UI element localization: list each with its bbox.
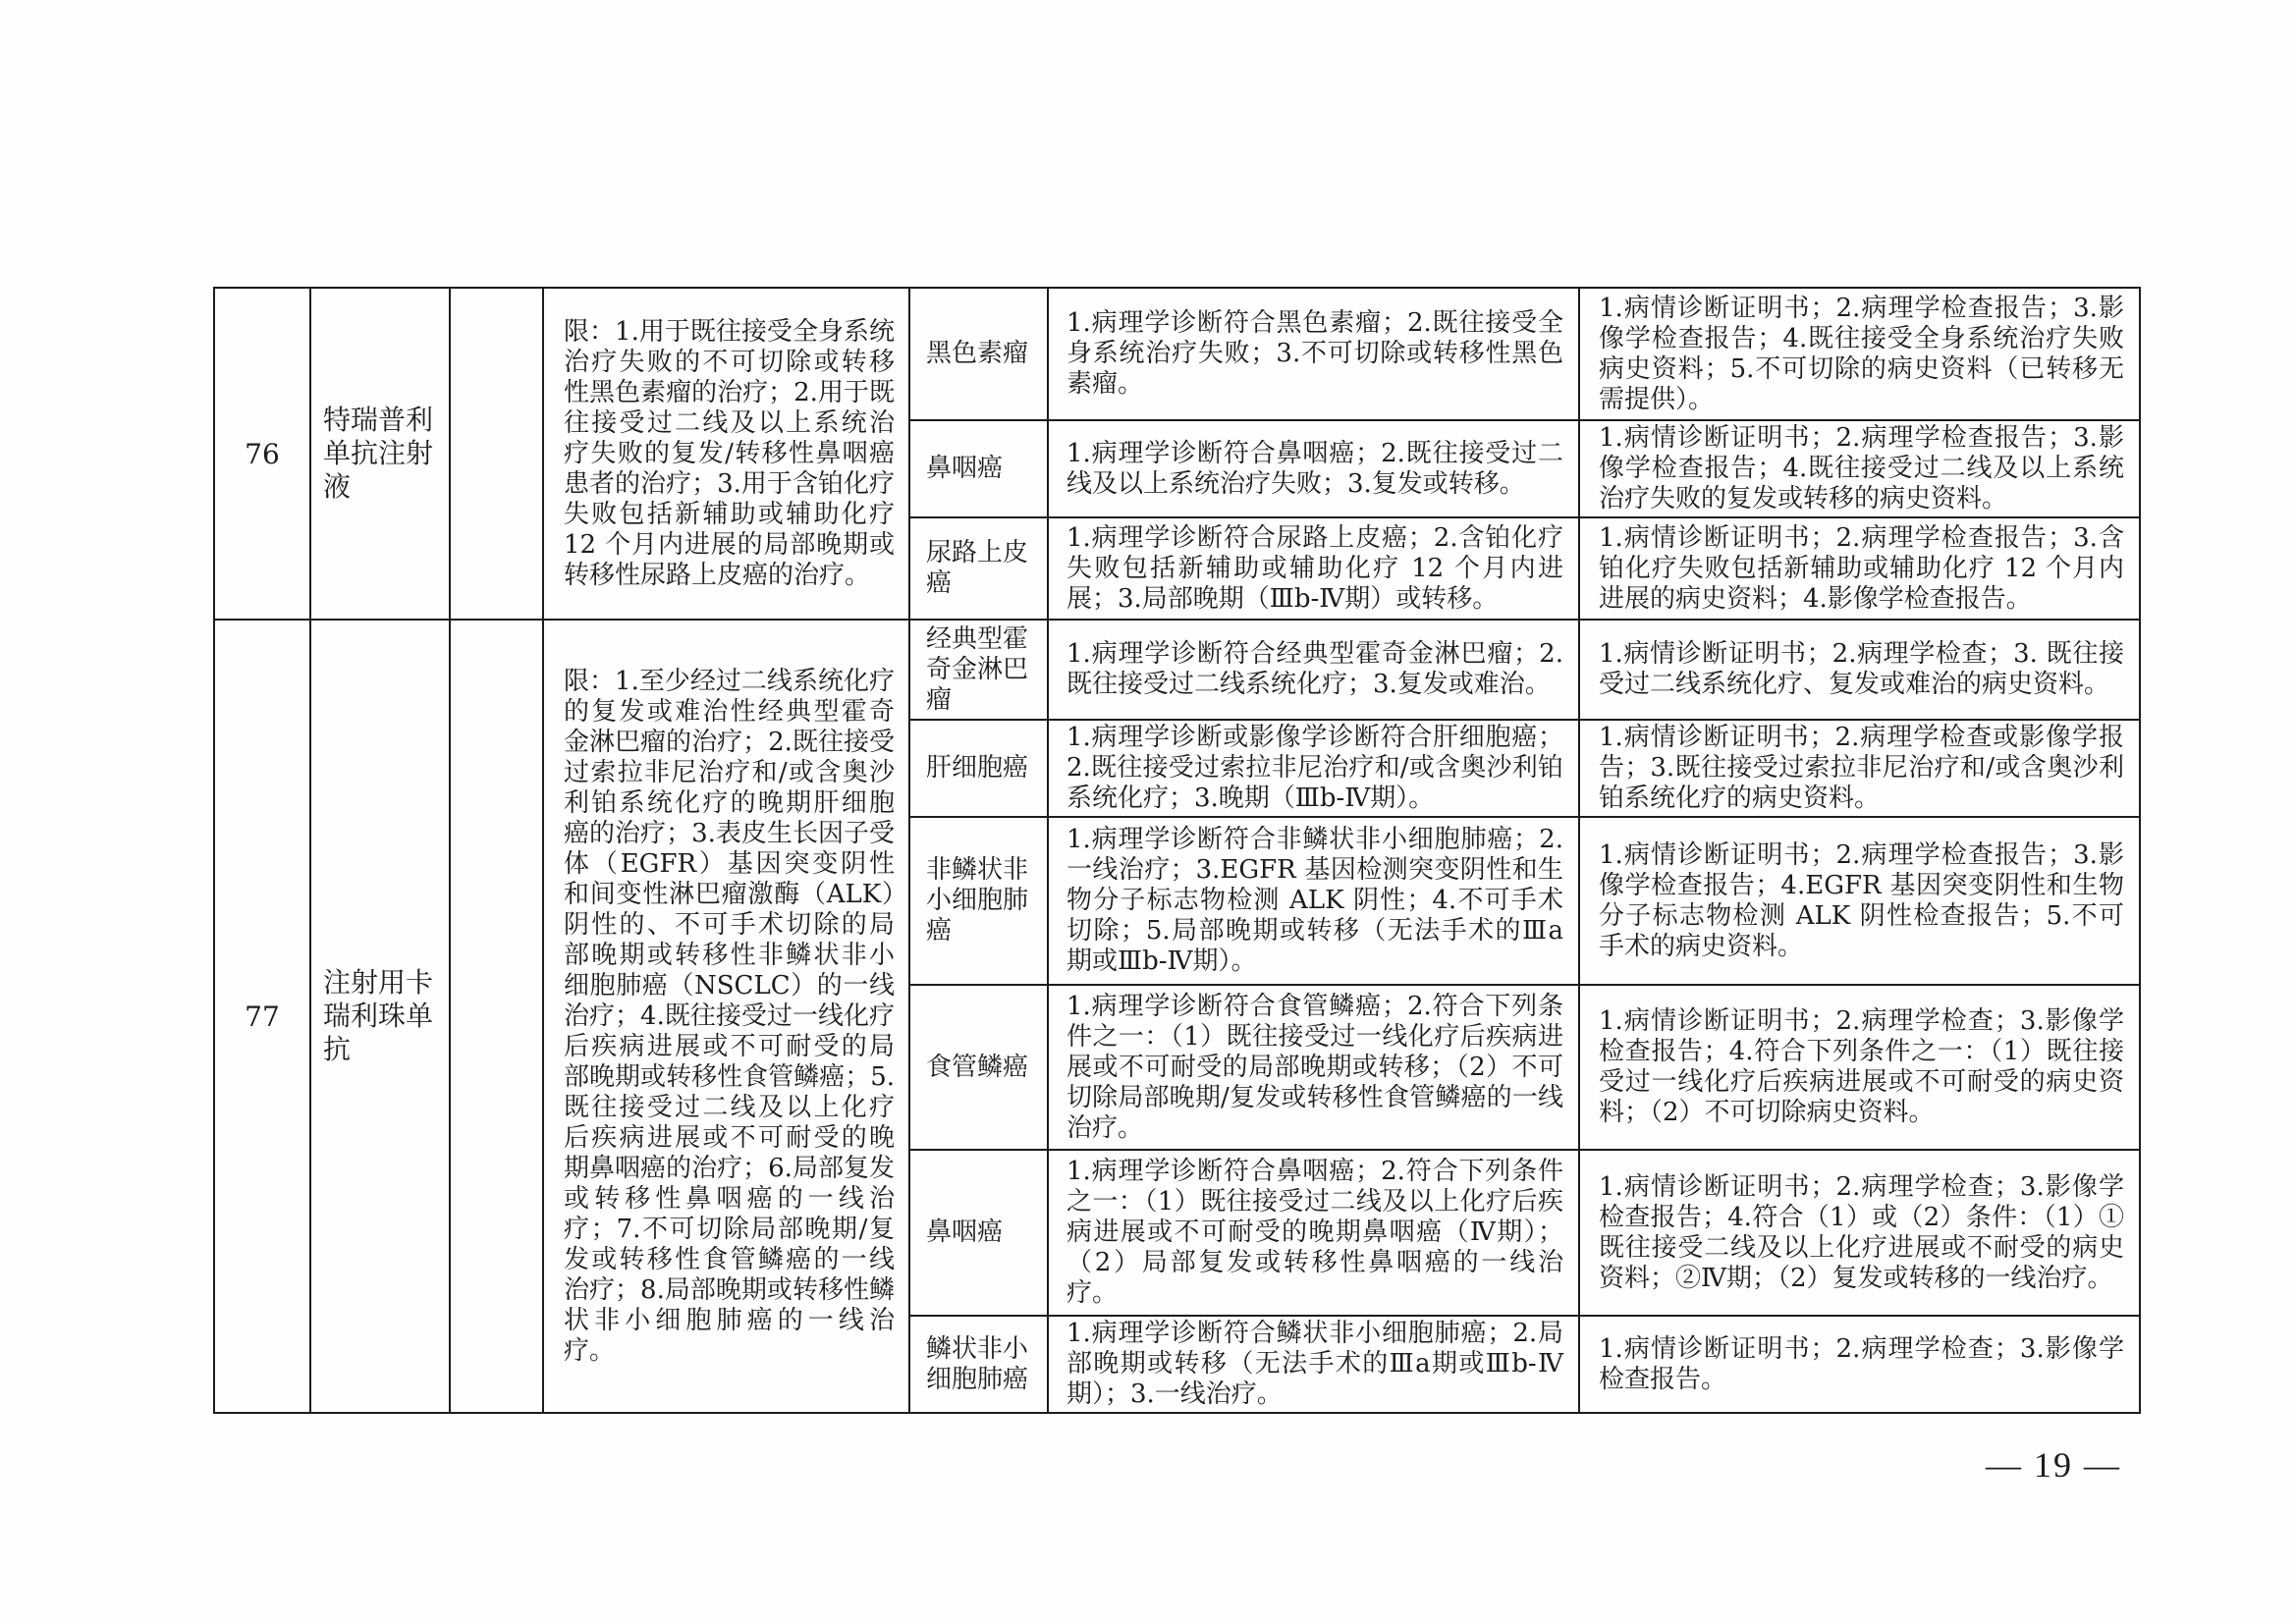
table-row bbox=[214, 288, 2140, 420]
materials-text: 1.病情诊断证明书；2.病理学检查；3.影像学检查报告；4.符合（1）或（2）条件：（1）①既往接受二线及以上化疗进展或不耐受的病史资料；②Ⅳ期；（2）复发或转移的一线治疗。 bbox=[1579, 1150, 2140, 1316]
indication-name: 尿路上皮癌 bbox=[909, 517, 1048, 620]
indication-name: 非鳞状非小细胞肺癌 bbox=[909, 817, 1048, 985]
table-row bbox=[214, 620, 2140, 720]
blank-cell bbox=[450, 288, 543, 620]
indication-name: 鳞状非小细胞肺癌 bbox=[909, 1316, 1048, 1413]
materials-text: 1.病情诊断证明书；2.病理学检查报告；3.影像学检查报告；4.既往接受全身系统治疗失败病史资料；5.不可切除的病史资料（已转移无需提供）。 bbox=[1579, 288, 2140, 420]
criteria-text: 1.病理学诊断符合经典型霍奇金淋巴瘤；2.既往接受过二线系统化疗；3.复发或难治。 bbox=[1048, 620, 1579, 720]
row-number: 77 bbox=[214, 620, 310, 1413]
materials-text: 1.病情诊断证明书；2.病理学检查；3.影像学检查报告。 bbox=[1579, 1316, 2140, 1413]
indication-name: 鼻咽癌 bbox=[909, 1150, 1048, 1316]
criteria-text: 1.病理学诊断符合鼻咽癌；2.既往接受过二线及以上系统治疗失败；3.复发或转移。 bbox=[1048, 420, 1579, 517]
indication-name: 肝细胞癌 bbox=[909, 720, 1048, 817]
indication-name: 经典型霍奇金淋巴瘤 bbox=[909, 620, 1048, 720]
drug-table bbox=[213, 287, 2141, 1414]
materials-text: 1.病情诊断证明书；2.病理学检查；3. 既往接受过二线系统化疗、复发或难治的病史资料。 bbox=[1579, 620, 2140, 720]
materials-text: 1.病情诊断证明书；2.病理学检查报告；3.含铂化疗失败包括新辅助或辅助化疗 12 个月内进展的病史资料；4.影像学检查报告。 bbox=[1579, 517, 2140, 620]
restriction-text: 限：1.至少经过二线系统化疗的复发或难治性经典型霍奇金淋巴瘤的治疗；2.既往接受过索拉非尼治疗和/或含奥沙利铂系统化疗的晚期肝细胞癌的治疗；3.表皮生长因子受体（EGFR）基因突变阴性和间变性淋巴瘤激酶（ALK）阴性的、不可手术切除的局部晚期或转移性非鳞状非小细胞肺癌（NSCLC）的一线治疗；4.既往接受过一线化疗后疾病进展或不可耐受的局部晚期或转移性食管鳞癌；5.既往接受过二线及以上化疗后疾病进展或不可耐受的晚期鼻咽癌的治疗；6.局部复发或转移性鼻咽癌的一线治疗；7.不可切除局部晚期/复发或转移性食管鳞癌的一线治疗；8.局部晚期或转移性鳞状非小细胞肺癌的一线治疗。 bbox=[543, 620, 909, 1413]
indication-name: 鼻咽癌 bbox=[909, 420, 1048, 517]
criteria-text: 1.病理学诊断符合尿路上皮癌；2.含铂化疗失败包括新辅助或辅助化疗 12 个月内进展；3.局部晚期（Ⅲb-Ⅳ期）或转移。 bbox=[1048, 517, 1579, 620]
drug-name: 注射用卡瑞利珠单抗 bbox=[310, 620, 450, 1413]
indication-name: 食管鳞癌 bbox=[909, 985, 1048, 1150]
criteria-text: 1.病理学诊断符合鳞状非小细胞肺癌；2.局部晚期或转移（无法手术的Ⅲa期或Ⅲb-Ⅳ期）；3.一线治疗。 bbox=[1048, 1316, 1579, 1413]
criteria-text: 1.病理学诊断符合黑色素瘤；2.既往接受全身系统治疗失败；3.不可切除或转移性黑色素瘤。 bbox=[1048, 288, 1579, 420]
criteria-text: 1.病理学诊断符合食管鳞癌；2.符合下列条件之一：（1）既往接受过一线化疗后疾病进展或不可耐受的局部晚期或转移；（2）不可切除局部晚期/复发或转移性食管鳞癌的一线治疗。 bbox=[1048, 985, 1579, 1150]
materials-text: 1.病情诊断证明书；2.病理学检查；3.影像学检查报告；4.符合下列条件之一：（1）既往接受过一线化疗后疾病进展或不可耐受的病史资料；（2）不可切除病史资料。 bbox=[1579, 985, 2140, 1150]
criteria-text: 1.病理学诊断或影像学诊断符合肝细胞癌；2.既往接受过索拉非尼治疗和/或含奥沙利铂系统化疗；3.晚期（Ⅲb-Ⅳ期）。 bbox=[1048, 720, 1579, 817]
restriction-text: 限：1.用于既往接受全身系统治疗失败的不可切除或转移性黑色素瘤的治疗；2.用于既往接受过二线及以上系统治疗失败的复发/转移性鼻咽癌患者的治疗；3.用于含铂化疗失败包括新辅助或辅助化疗 12 个月内进展的局部晚期或转移性尿路上皮癌的治疗。 bbox=[543, 288, 909, 620]
page-number: — 19 — bbox=[1986, 1445, 2121, 1485]
criteria-text: 1.病理学诊断符合鼻咽癌；2.符合下列条件之一：（1）既往接受过二线及以上化疗后疾病进展或不可耐受的晚期鼻咽癌（Ⅳ期）；（2）局部复发或转移性鼻咽癌的一线治疗。 bbox=[1048, 1150, 1579, 1316]
drug-name: 特瑞普利单抗注射液 bbox=[310, 288, 450, 620]
materials-text: 1.病情诊断证明书；2.病理学检查报告；3.影像学检查报告；4.既往接受过二线及以上系统治疗失败的复发或转移的病史资料。 bbox=[1579, 420, 2140, 517]
criteria-text: 1.病理学诊断符合非鳞状非小细胞肺癌；2.一线治疗；3.EGFR 基因检测突变阴性和生物分子标志物检测 ALK 阴性；4.不可手术切除；5.局部晚期或转移（无法手术的Ⅲa期或Ⅲb-Ⅳ期）。 bbox=[1048, 817, 1579, 985]
row-number: 76 bbox=[214, 288, 310, 620]
indication-name: 黑色素瘤 bbox=[909, 288, 1048, 420]
materials-text: 1.病情诊断证明书；2.病理学检查或影像学报告；3.既往接受过索拉非尼治疗和/或含奥沙利铂系统化疗的病史资料。 bbox=[1579, 720, 2140, 817]
blank-cell bbox=[450, 620, 543, 1413]
materials-text: 1.病情诊断证明书；2.病理学检查报告；3.影像学检查报告；4.EGFR 基因突变阴性和生物分子标志物检测 ALK 阴性检查报告；5.不可手术的病史资料。 bbox=[1579, 817, 2140, 985]
